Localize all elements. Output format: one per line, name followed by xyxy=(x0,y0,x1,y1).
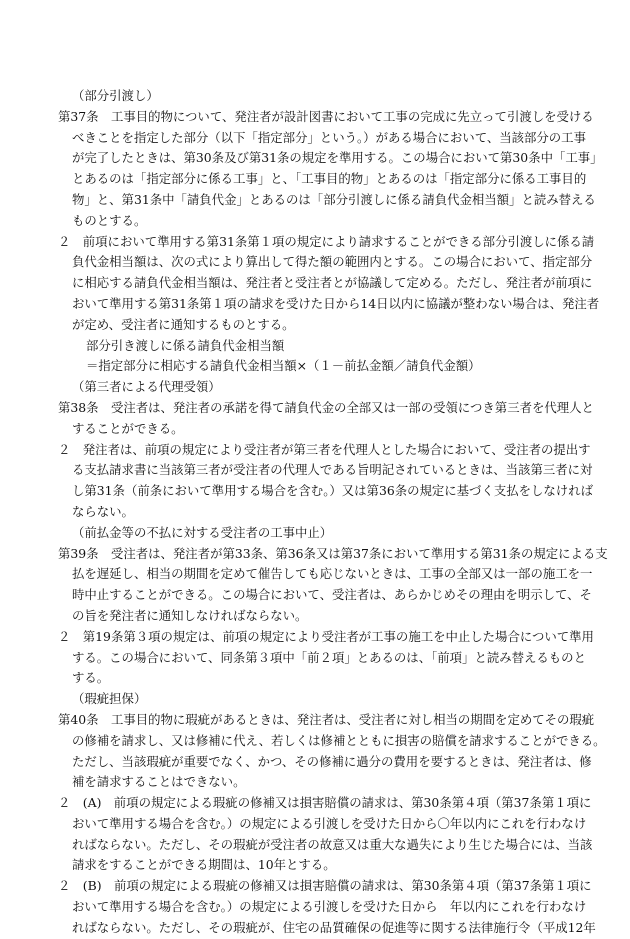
text-line: ただし、当該瑕疵が重要でなく、かつ、その修補に過分の費用を要するときは、発注者は、修 xyxy=(72,753,592,769)
text-line: おいて準用する場合を含む。）の規定による引渡しを受けた日から〇年以内にこれを行わなけ xyxy=(72,815,587,831)
text-line: 補を請求することはできない。 xyxy=(72,774,246,790)
text-line: 部分引き渡しに係る請負代金相当額 xyxy=(86,337,285,353)
text-line: とあるのは「指定部分に係る工事」と、「工事目的物」とあるのは「指定部分に係る工事目的 xyxy=(72,171,587,187)
text-line: 請求をすることができる期間は、10年とする。 xyxy=(72,857,336,873)
text-line: （部分引渡し） xyxy=(72,88,159,103)
text-line: べきことを指定した部分（以下「指定部分」という。）がある場合において、当該部分の工事 xyxy=(72,129,586,145)
text-line: （前払金等の不払に対する受注者の工事中止） xyxy=(72,524,333,540)
text-line: ならない。 xyxy=(72,503,134,519)
text-line: ればならない。ただし、その瑕疵が、住宅の品質確保の促進等に関する法律施行令（平成12年 xyxy=(72,919,596,935)
text-line: ２ (B) 前項の規定による瑕疵の修補又は損害賠償の請求は、第30条第４項（第37条第１項に xyxy=(58,878,592,894)
text-line: する。この場合において、同条第３項中「前２項」とあるのは、「前項」と読み替えるものと xyxy=(72,649,586,665)
text-line: 第38条 受注者は、発注者の承諾を得て請負代金の全部又は一部の受領につき第三者を代理人と xyxy=(58,399,594,415)
text-line: し第31条（前条において準用する場合を含む。）又は第36条の規定に基づく支払をしなければ xyxy=(72,483,593,499)
text-line: の修補を請求し、又は修補に代え、若しくは修補とともに損害の賠償を請求することができる。 xyxy=(72,732,606,748)
text-line: 第39条 受注者は、発注者が第33条、第36条又は第37条において準用する第31条の規定による支 xyxy=(58,545,608,561)
text-line: （瑕疵担保） xyxy=(72,691,147,707)
text-line: おいて準用する場合を含む。）の規定による引渡しを受けた日から 年以内にこれを行わなけ xyxy=(72,899,587,915)
text-line: 第37条 工事目的物について、発注者が設計図書において工事の完成に先立って引渡しを受ける xyxy=(58,108,594,124)
text-line: （第三者による代理受領） xyxy=(72,379,221,395)
text-line: ＝指定部分に相応する請負代金相当額×（１－前払金額／請負代金額） xyxy=(86,358,481,374)
text-line: が定め、受注者に通知するものとする。 xyxy=(72,316,295,332)
text-line: の旨を発注者に通知しなければならない。 xyxy=(72,607,308,623)
text-line: ２ 発注者は、前項の規定により受注者が第三者を代理人とした場合において、受注者の提出す xyxy=(58,441,591,457)
text-line: 物」と、第31条中「請負代金」とあるのは「部分引渡しに係る請負代金相当額」と読み替える xyxy=(72,191,596,207)
text-line: ものとする。 xyxy=(72,212,147,228)
text-line: が完了したときは、第30条及び第31条の規定を準用する。この場合において第30条中「工事」 xyxy=(72,150,603,166)
text-line: 負代金相当額は、次の式により算出して得た額の範囲内とする。この場合において、指定部分 xyxy=(72,254,593,270)
text-line: 第40条 工事目的物に瑕疵があるときは、発注者は、受注者に対し相当の期間を定めてその瑕疵 xyxy=(58,711,595,727)
text-line: ２ (A) 前項の規定による瑕疵の修補又は損害賠償の請求は、第30条第４項（第37条第１項に xyxy=(58,795,592,811)
document-page xyxy=(58,86,608,939)
text-line: 払を遅延し、相当の期間を定めて催告しても応じないときは、工事の全部又は一部の施工を一 xyxy=(72,566,593,582)
text-line: 時中止することができる。この場合において、受注者は、あらかじめその理由を明示して、そ xyxy=(72,587,592,603)
text-line: することができる。 xyxy=(72,420,184,436)
text-line: る支払請求書に当該第三者が受注者の代理人である旨明記されているときは、当該第三者に対 xyxy=(72,462,593,478)
text-line: する。 xyxy=(72,670,110,686)
text-line: ２ 前項において準用する第31条第１項の規定により請求することができる部分引渡しに係る請 xyxy=(58,233,595,249)
text-line: ればならない。ただし、その瑕疵が受注者の故意又は重大な過失により生じた場合には、当該 xyxy=(72,836,593,852)
text-line: に相応する請負代金相当額は、発注者と受注者とが協議して定める。ただし、発注者が前項に xyxy=(72,275,593,291)
text-line: おいて準用する第31条第１項の請求を受けた日から14日以内に協議が整わない場合は、発注者 xyxy=(72,295,600,311)
text-line: ２ 第19条第３項の規定は、前項の規定により受注者が工事の施工を中止した場合について準用 xyxy=(58,628,594,644)
